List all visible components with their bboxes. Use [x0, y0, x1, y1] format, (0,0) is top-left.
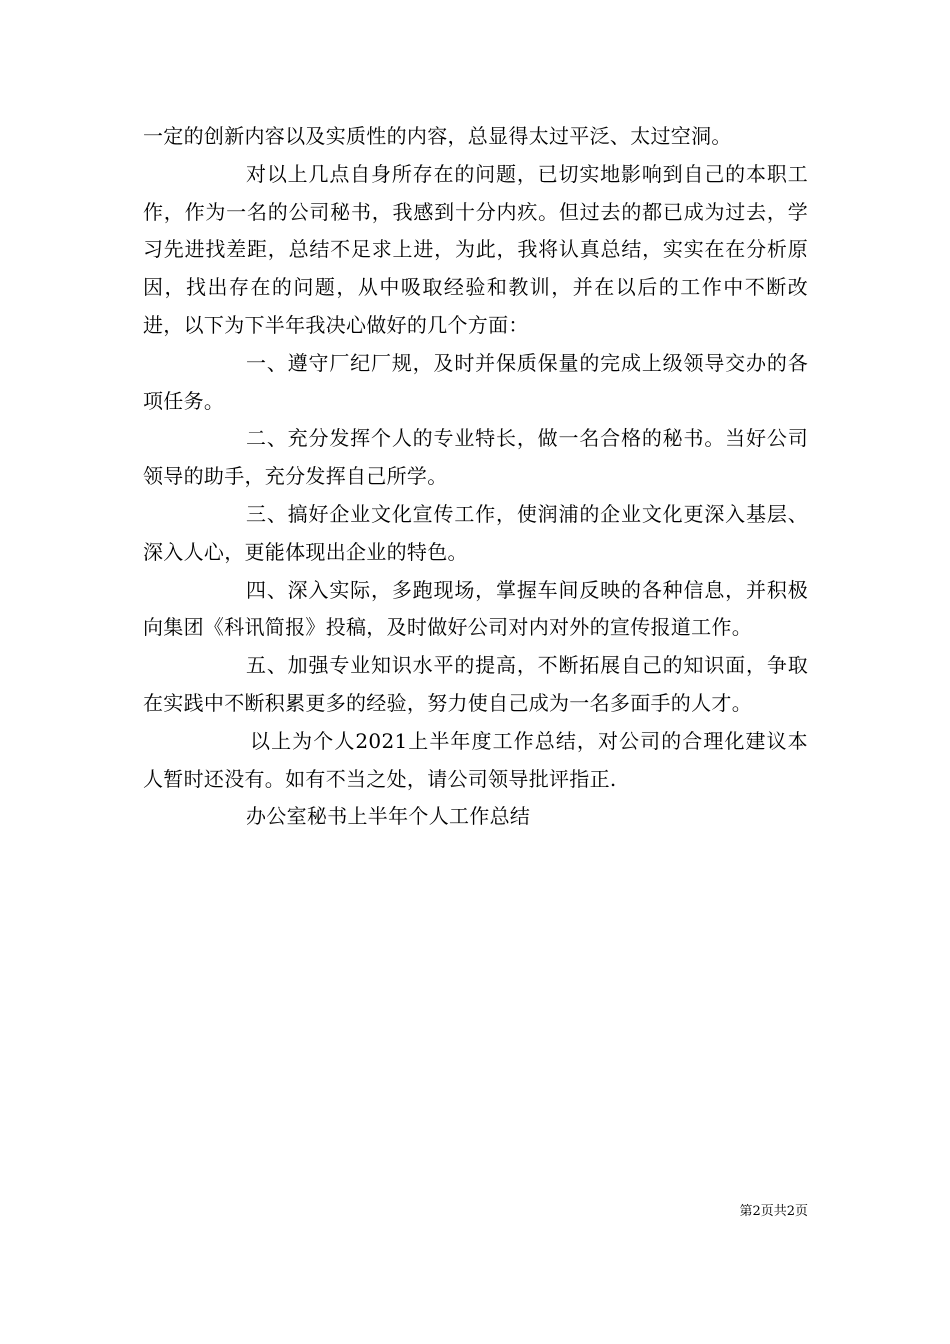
- paragraph-reflection: 对以上几点自身所存在的问题，已切实地影响到自己的本职工作，作为一名的公司秘书，我感到十分内疚。但过去的都已成为过去，学习先进找差距，总结不足求上进，为此，我将认真总结，实实在在分析原因，找出存在的问题，从中吸取经验和教训，并在以后的工作中不断改进，以下为下半年我决心做好的几个方面：: [143, 161, 808, 337]
- paragraph-item-1: 一、遵守厂纪厂规，及时并保质保量的完成上级领导交办的各项任务。: [143, 350, 808, 413]
- paragraph-closing: 以上为个人2021上半年度工作总结，对公司的合理化建议本人暂时还没有。如有不当之处，请公司领导批评指正.: [143, 728, 808, 791]
- paragraph-item-5: 五、加强专业知识水平的提高，不断拓展自己的知识面，争取在实践中不断积累更多的经验，努力使自己成为一名多面手的人才。: [143, 653, 808, 715]
- document-body: [143, 118, 808, 836]
- paragraph-item-2: 二、充分发挥个人的专业特长，做一名合格的秘书。当好公司领导的助手，充分发挥自己所学。: [143, 426, 808, 489]
- document-title-line: 办公室秘书上半年个人工作总结: [246, 804, 531, 829]
- paragraph-item-4: 四、深入实际，多跑现场，掌握车间反映的各种信息，并积极向集团《科讯简报》投稿，及时做好公司对内对外的宣传报道工作。: [143, 577, 808, 640]
- paragraph-continuation: 一定的创新内容以及实质性的内容，总显得太过平泛、太过空洞。: [143, 124, 732, 148]
- page-number: 第2页共2页: [739, 1204, 808, 1219]
- paragraph-item-3: 三、搞好企业文化宣传工作，使润浦的企业文化更深入基层、深入人心，更能体现出企业的特色。: [143, 501, 808, 564]
